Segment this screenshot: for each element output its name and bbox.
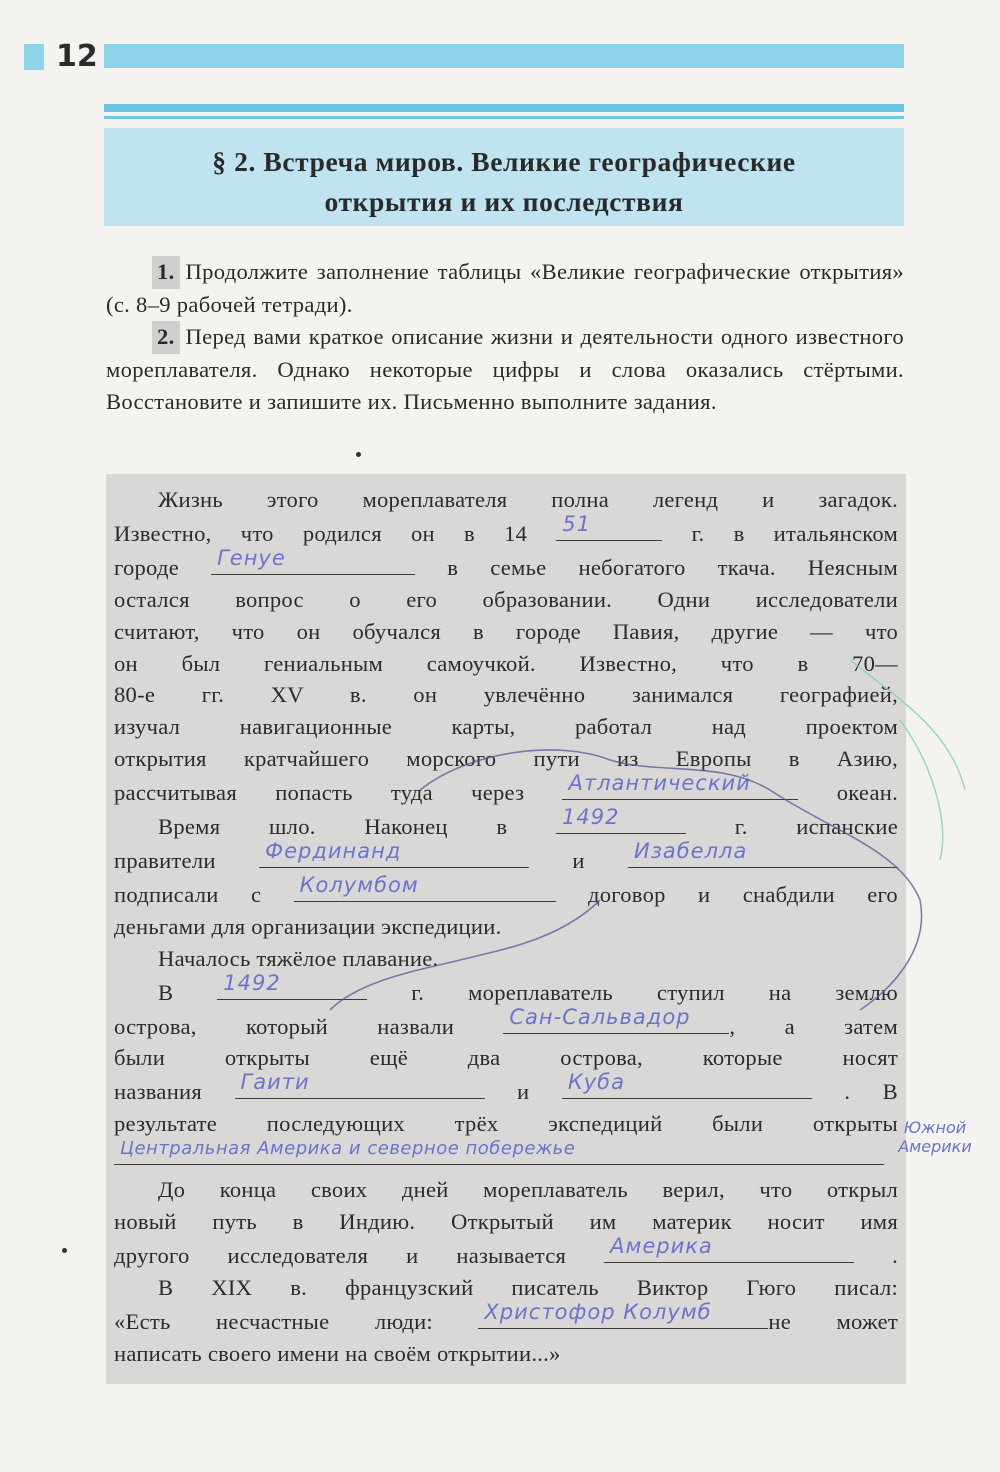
text-line: деньгами для организации экспедиции.: [114, 913, 502, 939]
handwritten-answer: 51: [562, 512, 592, 536]
page-number: 12: [56, 39, 98, 74]
handwritten-answer: Сан-Сальвадор: [509, 1004, 691, 1029]
handwritten-answer: Атлантический: [568, 771, 751, 796]
section-title-line2: открытия и их последствия: [324, 186, 684, 217]
text-fragment: г. в итальянском: [691, 520, 898, 546]
text-line: 80-е гг. XV в. он увлечённо занимался географией,: [114, 682, 898, 708]
handwritten-answer: Христофор Колумб: [484, 1299, 712, 1324]
handwritten-answer: 1492: [223, 970, 281, 995]
text-line: До конца своих дней мореплаватель верил, что открыл: [158, 1177, 898, 1203]
text-line: он был гениальным самоучкой. Известно, что в 70—: [114, 650, 898, 676]
section-title-line1: § 2. Встреча миров. Великие географические: [212, 146, 796, 177]
text-fragment: г. мореплаватель ступил на землю: [411, 979, 898, 1005]
text-fragment: острова, который назвали: [114, 1013, 455, 1039]
handwritten-answer: 1492: [562, 805, 620, 830]
green-ink-scribble: [850, 660, 965, 860]
ink-dot: [62, 1248, 67, 1253]
text-line: остался вопрос о его образовании. Одни исследователи: [114, 586, 898, 612]
text-line: В XIX в. французский писатель Виктор Гюго писал:: [158, 1274, 898, 1300]
task-number: 2.: [152, 321, 180, 354]
text-fragment: подписали с: [114, 881, 262, 907]
handwritten-answer: Куба: [567, 1070, 625, 1095]
handwritten-answer: Америка: [610, 1233, 713, 1258]
text-fragment: океан.: [836, 780, 899, 806]
text-fragment: Известно, что родился он в 14: [114, 520, 528, 546]
text-fragment: г. испанские: [734, 814, 898, 840]
handwritten-answer: Фердинанд: [265, 839, 402, 864]
text-line: Жизнь этого мореплавателя полна легенд и загадок.: [158, 487, 898, 512]
ink-scribble: [330, 750, 922, 1010]
text-fragment: другого исследователя и называется: [114, 1242, 567, 1268]
text-line: Началось тяжёлое плавание.: [158, 945, 439, 971]
text-line: изучал навигационные карты, работал над проектом: [114, 714, 898, 740]
text-fragment: и: [517, 1079, 530, 1105]
ink-dot: [356, 452, 361, 457]
text-fragment: не может: [768, 1308, 898, 1334]
text-fragment: договор и снабдили его: [588, 881, 898, 907]
text-fragment: рассчитывая попасть туда через: [114, 780, 525, 806]
text-fragment: Время шло. Наконец в: [158, 814, 508, 840]
handwritten-answer: Колумбом: [299, 872, 419, 897]
handwritten-answer: Изабелла: [633, 839, 748, 864]
text-fragment: городе: [114, 554, 179, 580]
text-fragment: .: [892, 1242, 898, 1268]
text-fragment: в семье небогатого ткача. Неясным: [447, 554, 898, 580]
handwritten-answer: Центральная Америка и северное побережье: [120, 1138, 576, 1160]
text-fragment: названия: [114, 1079, 203, 1105]
text-line: результате последующих трёх экспедиций были открыты: [114, 1111, 898, 1137]
text-fragment: правители: [114, 847, 216, 873]
text-line: считают, что он обучался в городе Павия, другие — что: [114, 618, 898, 644]
task-number: 1.: [152, 256, 180, 289]
text-fragment: «Есть несчастные люди:: [114, 1308, 433, 1334]
task-text: Перед вами краткое описание жизни и деятельности одного известного мореплавателя. Однако некоторые цифры и слова оказались стёртыми. Восстановите и запишите их. Письменно выполните задания.: [106, 324, 904, 415]
text-line: написать своего имени на своём открытии...»: [114, 1340, 561, 1366]
handwritten-answer: Генуе: [217, 545, 286, 570]
margin-handwritten-note: Южной Америки: [898, 1118, 972, 1156]
handwritten-answer: Гаити: [240, 1070, 310, 1095]
text-fragment: , а затем: [729, 1013, 898, 1039]
text-line: новый путь в Индию. Открытый им материк носит имя: [114, 1208, 898, 1234]
text-fragment: и: [572, 847, 585, 873]
text-line: были открыты ещё два острова, которые носят: [114, 1045, 898, 1071]
text-fragment: В: [158, 979, 174, 1005]
text-fragment: . В: [844, 1079, 899, 1105]
task-text: Продолжите заполнение таблицы «Великие географические открытия» (с. 8–9 рабочей тетради).: [106, 259, 904, 317]
text-line: открытия кратчайшего морского пути из Европы в Азию,: [114, 746, 898, 772]
